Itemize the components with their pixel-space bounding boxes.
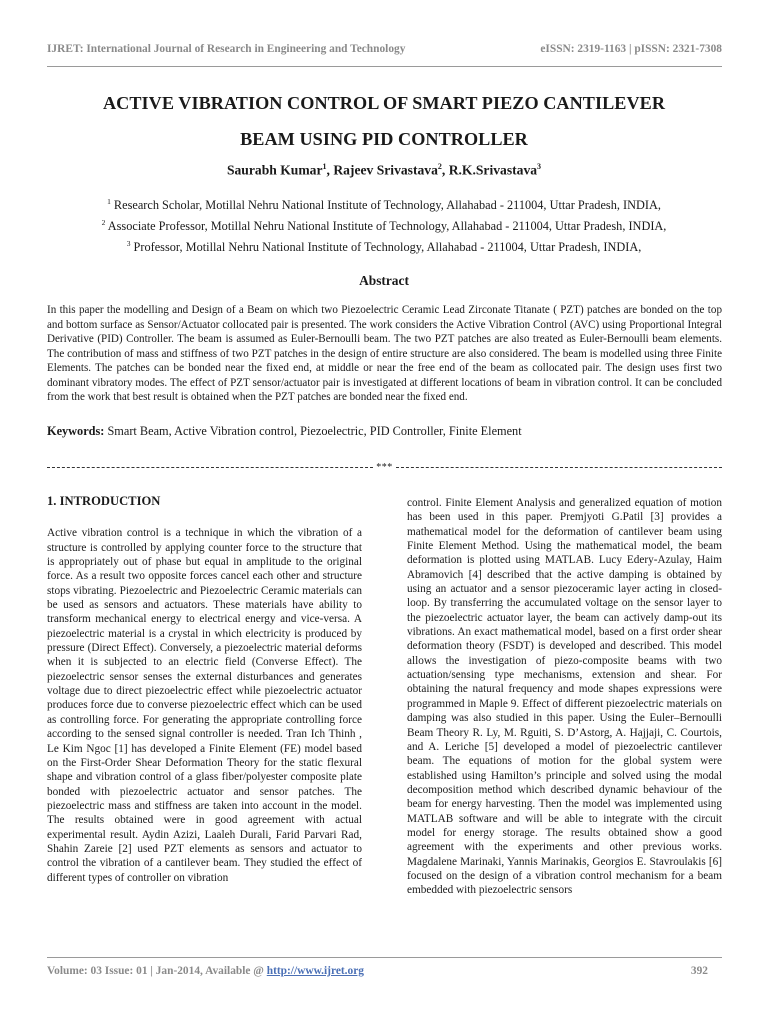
author-affiliation-mark: 1 bbox=[322, 162, 327, 171]
affiliation bbox=[40, 193, 728, 214]
footer-volume bbox=[47, 965, 364, 981]
author-name: R.K.Srivastava bbox=[448, 162, 538, 178]
page-footer bbox=[47, 965, 722, 981]
author-name: Saurabh Kumar bbox=[226, 162, 323, 178]
affiliation-mark: 1 bbox=[107, 197, 111, 206]
abstract-text: In this paper the modelling and Design of a Beam on which two Piezoelectric Ceramic Lead Zirconate Titanate ( PZT) patches are bonded on the top and bottom surface as Sensor/Actuator collocated pair is presented. The work considers the Active Vibration Control (AVC) using Proportional Integral Derivative (PID) Controller. The beam is assumed as Euler-Bernoulli beam. The two PZT patches are also treated as Euler-Bernoulli beam elements. The contribution of mass and stiffness of two PZT patches in the design of entire structure are also considered. The beam is modelled using three Finite Elements. The patches can be bonded near the fixed end, at middle or near the free end of the beam as collocated pair. The design uses first two dominant vibratory modes. The effect of PZT sensor/actuator pair is investigated at different locations of beam in vibration control. It can be concluded from the work that best result is obtained when the PZT patches are bonded near the fixed end. bbox=[47, 304, 722, 403]
right-column bbox=[407, 496, 722, 898]
affiliation bbox=[40, 235, 728, 256]
body-paragraph: Active vibration control is a technique in which the vibration of a structure is controlled by applying counter force to the structure that is appropriately out of phase but equal in amplitude to the original force. As a result two opposite forces cancel each other and structure stops vibrating. Piezoelectric and Piezoelectric Ceramic materials can be used as sensors and actuators. These materials have ability to transform mechanical energy to electrical energy and vice-versa. A piezoelectric material is a crystal in which electricity is produced by pressure (Direct Effect). Conversely, a piezoelectric material deforms when it is subjected to an electric field (Converse Effect). The piezoelectric sensor senses the external disturbances and generates voltage due to direct piezoelectric effect while piezoelectric actuator produces force due to converse piezoelectric effect which can be used as controlling force. For generating the appropriate controlling force according to the sensed signal controller is needed. Tran Ich Thinh , Le Kim Ngoc [1] has developed a Finite Element (FE) model based on the First-Order Shear Deformation Theory for the static flexural shape and vibration control of a glass fiber/polyester composite plate bonded with piezoelectric actuator and sensor patches. The piezoelectric mass and stiffness are taken into account in the model. The results obtained were in good agreement with actual experimental result. Aydin Azizi, Laaleh Durali, Farid Parvari Rad, Shahin Zareie [2] used PZT elements as sensors and actuator to control the vibration of a cantilever beam. They studied the effect of different types of controller on vibration bbox=[47, 527, 362, 884]
footer-volume-text: Volume: 03 Issue: 01 | Jan-2014, Available @ bbox=[47, 965, 267, 977]
journal-name: IJRET: International Journal of Research in Engineering and Technology bbox=[47, 43, 406, 55]
body-paragraph: control. Finite Element Analysis and generalized equation of motion has been used in this paper. Premjyoti G.Patil [3] provides a mathematical model for the deformation of cantilever beam using Finite Element Method. Using the mathematical model, the beam deformation is plotted using MATLAB. Lucy Edery-Azulay, Haim Abramovich [4] described that the active damping is obtained by using an actuator and a sensor piezoceramic layer acting in closed-loop. By transferring the accumulated voltage on the sensor layer to the piezoelectric actuator layer, the beam can actively damp-out its vibrations. An exact mathematical model, based on a first order shear deformation theory (FSDT) is developed and described. This model allows the investigation of piezo-composite beams with two actuation/sensing type mechanisms, extension and shear. For obtaining the natural frequency and mode shapes expressions were programmed in Maple 9. Effect of different piezoelectric materials on damping was also studied in this paper. Using the Euler–Bernoulli Beam Theory R. Ly, M. Rguiti, S. D’Astorg, A. Hajjaji, C. Courtois, and A. Leriche [5] developed a model of piezoelectric cantilever beam. The equations of motion for the global system were established using Hamilton’s principle and solved using the modal decomposition method which described dynamic behaviour of the beam for energy harvesting. Then the model was implemented using MATLAB software and will be able to integrate with the circuit model for energy storage. The results obtained show a good agreement with the experiments and other previous works. Magdalene Marinaki, Yannis Marinakis, Georgios E. Stavroulakis [6] focused on the design of a vibration control mechanism for a beam embedded with piezoelectric sensors bbox=[407, 497, 722, 897]
author-list: Saurabh Kumar$^1$, Rajeev Srivastava$^2$, R.K.Srivastava$^3$ bbox=[226, 162, 542, 178]
abstract-heading: Abstract bbox=[359, 273, 409, 288]
keywords bbox=[47, 424, 722, 439]
separator-dash-right bbox=[396, 467, 722, 468]
affiliation-text: Associate Professor, Motillal Nehru National Institute of Technology, Allahabad - 211004, Uttar Pradesh, INDIA, bbox=[107, 219, 667, 234]
header-rule bbox=[47, 66, 722, 67]
author-name: Rajeev Srivastava bbox=[333, 162, 438, 178]
separator-dash-left bbox=[47, 467, 373, 468]
author-affiliation-mark: 3 bbox=[537, 162, 542, 171]
title-line-2: BEAM USING PID CONTROLLER bbox=[240, 129, 528, 149]
affiliation-mark: 2 bbox=[101, 218, 106, 228]
keywords-text: Smart Beam, Active Vibration control, Piezoelectric, PID Controller, Finite Element bbox=[107, 424, 522, 438]
section-separator bbox=[47, 461, 722, 473]
footer-rule bbox=[47, 957, 722, 958]
left-column bbox=[47, 494, 362, 885]
affiliation-text: Professor, Motillal Nehru National Institute of Technology, Allahabad - 211004, Uttar Pradesh, INDIA, bbox=[133, 240, 642, 255]
page-number: 392 bbox=[690, 965, 708, 977]
affiliation-text: Research Scholar, Motillal Nehru National Institute of Technology, Allahabad - 211004, Uttar Pradesh, INDIA, bbox=[113, 198, 661, 213]
journal-issn: eISSN: 2319-1163 | pISSN: 2321-7308 bbox=[540, 43, 722, 55]
section-heading: 1. INTRODUCTION bbox=[47, 494, 161, 508]
keywords-label: Keywords: bbox=[47, 424, 105, 438]
author-affiliation-mark: 2 bbox=[437, 162, 442, 171]
affiliation-mark: 3 bbox=[126, 239, 131, 249]
separator-stars: *** bbox=[376, 461, 393, 473]
journal-header bbox=[47, 43, 722, 59]
affiliation-list bbox=[40, 193, 728, 256]
title-line-1: ACTIVE VIBRATION CONTROL OF SMART PIEZO CANTILEVER bbox=[102, 93, 666, 113]
journal-website-link[interactable]: http://www.ijret.org bbox=[266, 965, 364, 977]
affiliation bbox=[40, 214, 728, 235]
paper-title bbox=[40, 85, 728, 157]
